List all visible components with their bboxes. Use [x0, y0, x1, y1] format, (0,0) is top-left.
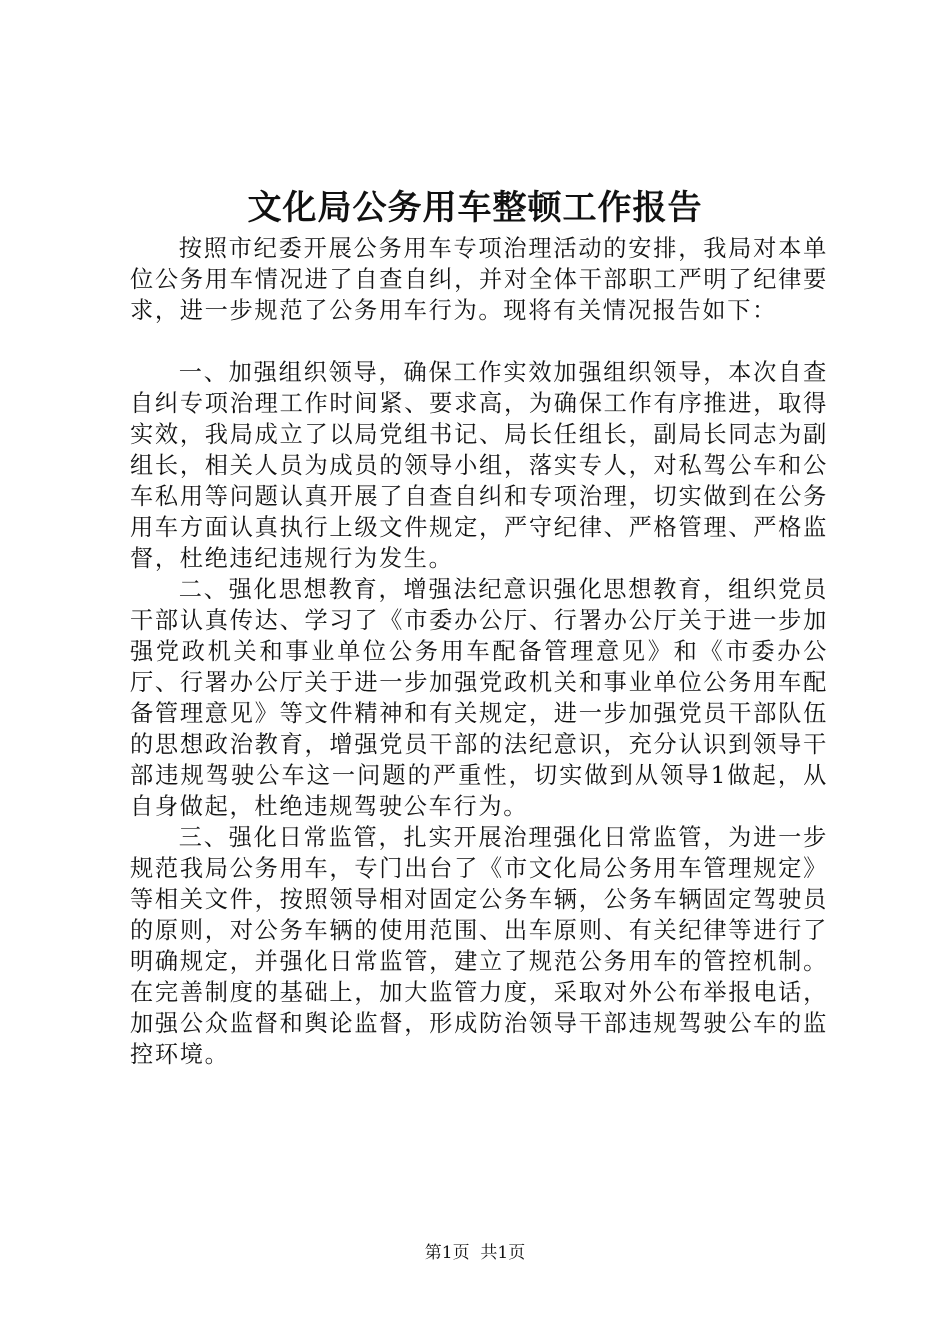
- page-title: 文化局公务用车整顿工作报告: [247, 188, 703, 228]
- paragraph-intro: 按照市纪委开展公务用车专项治理活动的安排，我局对本单位公务用车情况进了自查自纠，并对全体干部职工严明了纪律要求，进一步规范了公务用车行为。现将有关情况报告如下：: [130, 235, 828, 324]
- paragraph-section-2: 二、强化思想教育，增强法纪意识强化思想教育，组织党员干部认真传达、学习了《市委办公厅、行署办公厅关于进一步加强党政机关和事业单位公务用车配备管理意见》和《市委办公厅、行署办公厅关于进一步加强党政机关和事业单位公务用车配备管理意见》等文件精神和有关规定，进一步加强党员干部队伍的思想政治教育，增强党员干部的法纪意识，充分认识到领导干部违规驾驶公车这一问题的严重性，切实做到从领导1做起，从自身做起，杜绝违规驾驶公车行为。: [130, 576, 828, 820]
- document-body: [130, 233, 828, 1070]
- page-number-footer: 第1页 共1页: [424, 1243, 526, 1263]
- paragraph-section-1: 一、加强组织领导，确保工作实效加强组织领导，本次自查自纠专项治理工作时间紧、要求高，为确保工作有序推进，取得实效，我局成立了以局党组书记、局长任组长，副局长同志为副组长，相关人员为成员的领导小组，落实专人，对私驾公车和公车私用等问题认真开展了自查自纠和专项治理，切实做到在公务用车方面认真执行上级文件规定，严守纪律、严格管理、严格监督，杜绝违纪违规行为发生。: [130, 359, 828, 572]
- paragraph-section-3: 三、强化日常监管，扎实开展治理强化日常监管，为进一步规范我局公务用车，专门出台了《市文化局公务用车管理规定》等相关文件，按照领导相对固定公务车辆，公务车辆固定驾驶员的原则，对公务车辆的使用范围、出车原则、有关纪律等进行了明确规定，并强化日常监管，建立了规范公务用车的管控机制。在完善制度的基础上，加大监管力度，采取对外公布举报电话，加强公众监督和舆论监督，形成防治领导干部违规驾驶公车的监控环境。: [130, 824, 828, 1068]
